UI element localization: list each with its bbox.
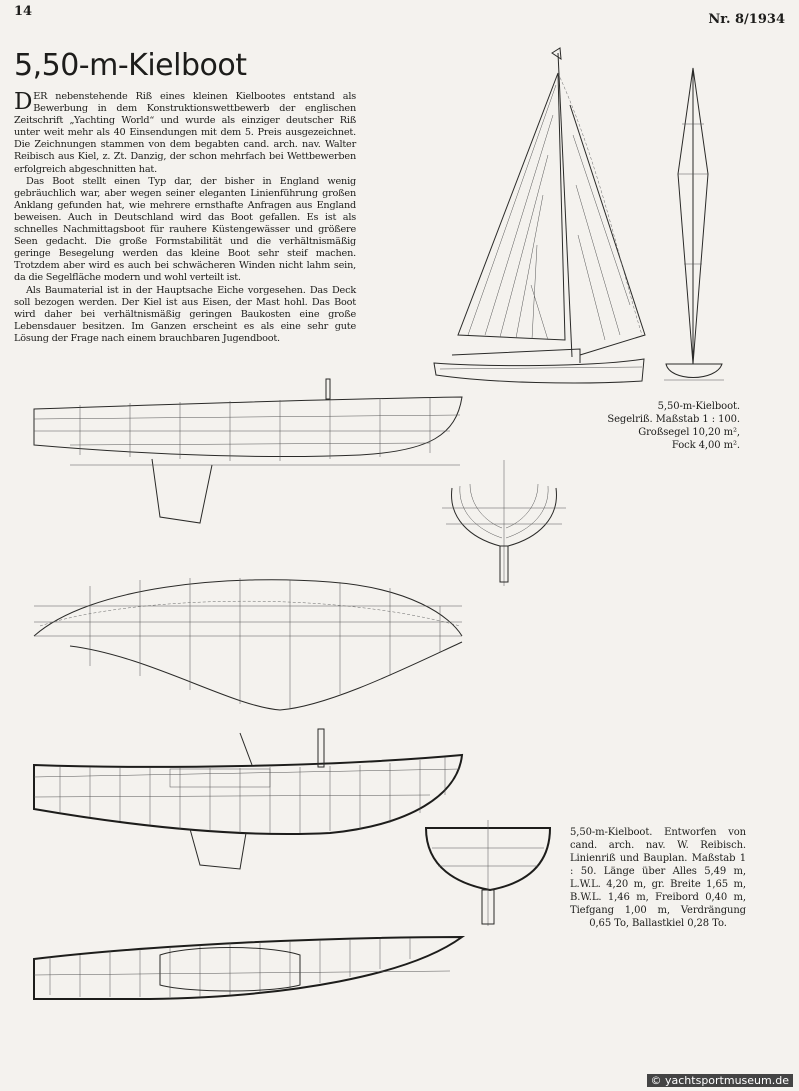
sail-plan-side-drawing xyxy=(430,45,652,390)
construction-deck-drawing xyxy=(30,935,470,1010)
construction-section-drawing xyxy=(418,818,558,928)
page-number: 14 xyxy=(14,4,33,19)
drop-cap: D xyxy=(14,89,33,115)
paragraph-2: Das Boot stellt einen Typ dar, der bisher in England wenig gebräuchlich war, aber wegen seiner eleganten Linienführung großen Anklang gefunden hat, wie mehrere ernsthafte Anfragen aus England beweisen. Auch in Deutschland wird das Boot gefallen. Es ist als schnelles Nachmittagsboot für rauhere Küstengewässer und größere Seen gedacht. Die große Formstabilität und die verhältnismäßig geringe Besegelung werden das kleine Boot sehr steif machen. Trotzdem aber wird es auch bei schwächeren Winden nicht lahm sein, da die Segelfläche modern und wohl verteilt ist. xyxy=(14,175,356,284)
article-title: 5,50-m-Kielboot xyxy=(14,48,247,83)
watermark: © yachtsportmuseum.de xyxy=(647,1074,793,1087)
construction-profile-drawing xyxy=(30,725,470,870)
issue-number: Nr. 8/1934 xyxy=(708,12,785,27)
paragraph-3: Als Baumaterial ist in der Hauptsache Eiche vorgesehen. Das Deck soll bezogen werden. Der Kiel ist aus Eisen, der Mast hohl. Das Boot wird daher bei verhältnismäßig geringen Baukosten eine große Lebensdauer besitzen. Im Ganzen erscheint es als eine sehr gute Lösung der Frage nach einem brauchbaren Jugendboot. xyxy=(14,284,356,344)
lines-plan-halfbreadth-drawing xyxy=(30,566,470,716)
lines-plan-profile-drawing xyxy=(30,375,470,525)
paragraph-1: DER nebenstehende Riß eines kleinen Kielbootes entstand als Bewerbung in dem Konstruktionswettbewerb der englischen Zeitschrift „Yachting World“ und wurde als einziger deutscher Riß unter weit mehr als 40 Einsendungen mit dem 5. Preis ausgezeichnet. Die Zeichnungen stammen von dem begabten cand. arch. nav. Walter Reibisch aus Kiel, z. Zt. Danzig, der schon mehrfach bei Wettbewerben erfolgreich abgeschnitten hat. xyxy=(14,89,356,175)
article-body xyxy=(14,91,356,345)
lines-plan-caption: 5,50-m-Kielboot. Entworfen von cand. arch. nav. W. Reibisch. Linienriß und Bauplan. Maßstab 1 : 50. Länge über Alles 5,49 m, L.W.L. 4,20 m, gr. Breite 1,65 m, B.W.L. 1,46 m, Freibord 0,40 m, Tiefgang 1,00 m, Verdrängung 0,65 To, Ballastkiel 0,28 To. xyxy=(570,827,746,929)
sail-plan-caption: 5,50-m-Kielboot. Segelriß. Maßstab 1 : 100. Großsegel 10,20 m², Fock 4,00 m². xyxy=(607,401,740,451)
sail-plan-front-drawing xyxy=(660,64,730,390)
